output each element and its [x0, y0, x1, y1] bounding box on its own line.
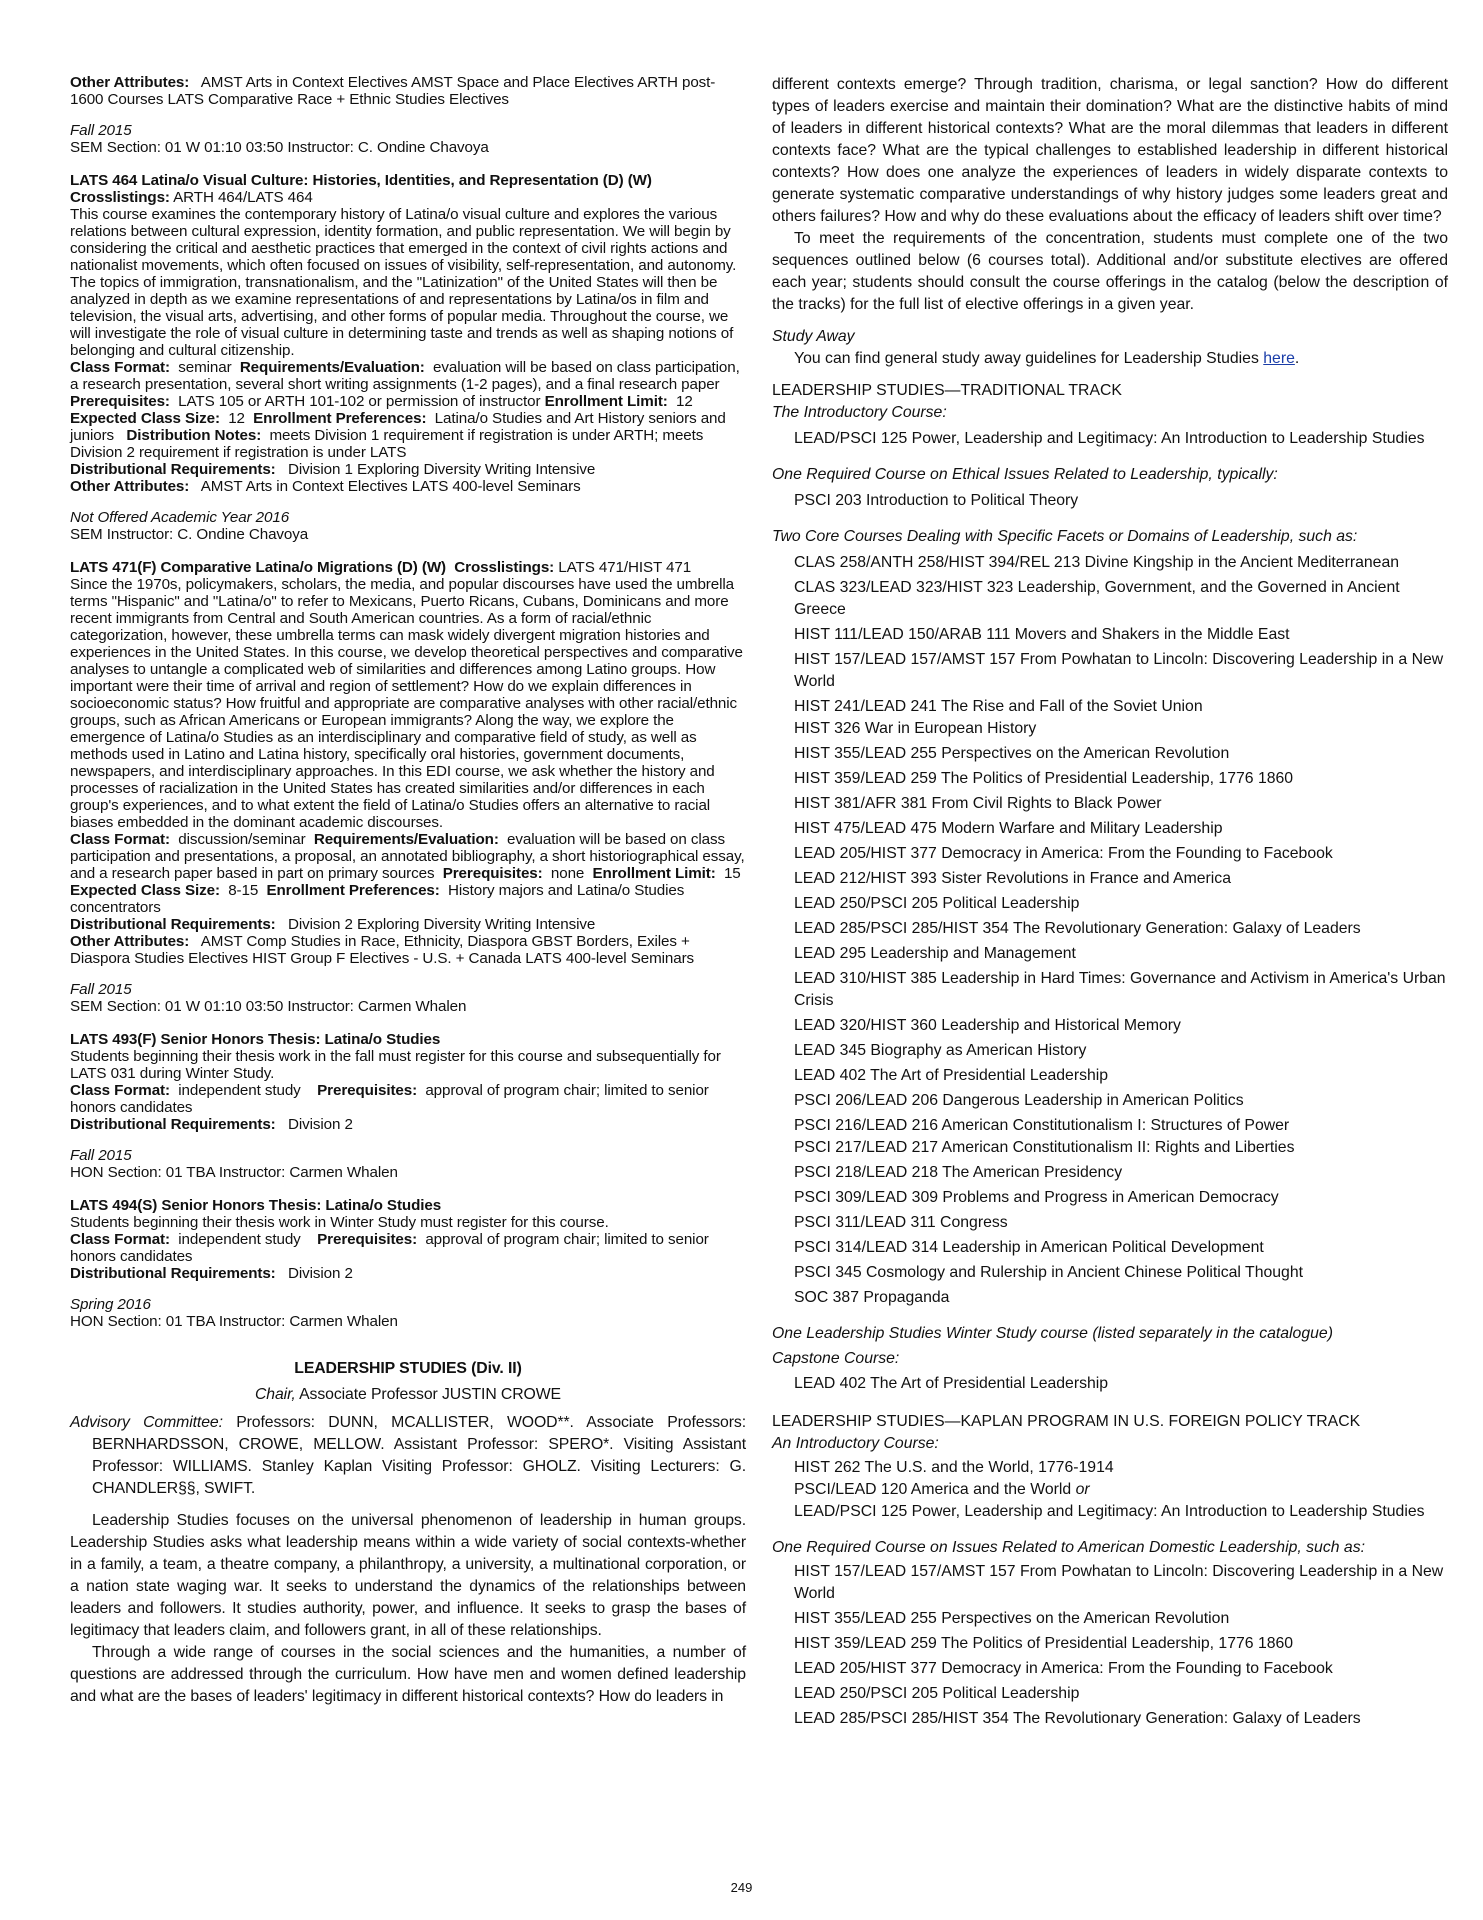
dist-label: Distributional Requirements: [70, 1265, 276, 1282]
list-item: HIST 381/AFR 381 From Civil Rights to Black Power [794, 795, 1162, 812]
list-item: LEAD 295 Leadership and Management [794, 945, 1076, 962]
list-item: PSCI 206/LEAD 206 Dangerous Leadership in American Politics [794, 1092, 1244, 1109]
list-item: CLAS 323/LEAD 323/HIST 323 Leadership, Government, and the Governed in Ancient Greece [794, 579, 1400, 618]
course-description: This course examines the contemporary history of Latina/o visual culture and explores the various relations between cultural expression, identity formation, and public representation. We will begin by considering the critical and aesthetic practices that emerged in the context of civil rights actions and nationalist movements, which often focused on issues of visibility, self-representation, and autonomy. The topics of immigration, transnationalism, and the "Latinization" of the United States will then be analyzed in depth as we examine representations of and representations by Latina/os in film and television, the visual arts, advertising, and other forms of popular media. Throughout the course, we will investigate the role of visual culture in determining taste and trends as well as shaping notions of belonging and cultural citizenship. [70, 206, 737, 359]
enrollment-limit: 12 [676, 393, 693, 410]
dist-label: Distributional Requirements: [70, 461, 276, 478]
list-item: PSCI 216/LEAD 216 American Constitutionalism I: Structures of Power [794, 1117, 1290, 1134]
distributional-requirements: Division 2 Exploring Diversity Writing Intensive [288, 916, 596, 933]
left-column [70, 74, 746, 1708]
right-column [772, 74, 1448, 1730]
term: Fall 2015 [70, 122, 132, 139]
crosslistings: ARTH 464/LATS 464 [173, 189, 313, 206]
enroll-label: Enrollment Limit: [544, 393, 668, 410]
list-item: HIST 262 The U.S. and the World, 1776-1914 [794, 1459, 1114, 1476]
distribution-notes: meets Division 1 requirement if registration is under ARTH; meets Division 2 requirement if registration is under LATS [70, 427, 704, 461]
list-item: HIST 355/LEAD 255 Perspectives on the American Revolution [794, 1610, 1230, 1627]
size-label: Expected Class Size: [70, 882, 220, 899]
attr-text: AMST Arts in Context Electives AMST Space and Place Electives ARTH post-1600 Courses LATS Comparative Race + Ethnic Studies Electives [70, 74, 716, 108]
dist-label: Distributional Requirements: [70, 916, 276, 933]
chair-label: Chair, [255, 1386, 296, 1403]
study-away-heading: Study Away [772, 328, 855, 345]
pref-label: Enrollment Preferences: [266, 882, 440, 899]
list-item: HIST 355/LEAD 255 Perspectives on the American Revolution [794, 745, 1230, 762]
list-item: LEAD 250/PSCI 205 Political Leadership [794, 895, 1080, 912]
list-item: LEAD 285/PSCI 285/HIST 354 The Revolutionary Generation: Galaxy of Leaders [794, 920, 1361, 937]
committee: Professors: DUNN, MCALLISTER, WOOD**. Associate Professors: BERNHARDSSON, CROWE, MELLOW. Assistant Professor: SPERO*. Visiting Assistant Professor: WILLIAMS. Stanley Kaplan Visiting Professor: GHOLZ. Visiting Lecturers: G. CHANDLER§§, SWIFT. [92, 1414, 746, 1497]
list-item: HIST 157/LEAD 157/AMST 157 From Powhatan to Lincoln: Discovering Leadership in a New World [794, 651, 1444, 690]
attr-label: Other Attributes: [70, 478, 190, 495]
ethics-label: One Required Course on Ethical Issues Related to Leadership, typically: [772, 466, 1278, 483]
list-item: HIST 326 War in European History [794, 720, 1037, 737]
course-lats-464 [70, 172, 746, 543]
course-title: LATS 471(F) Comparative Latina/o Migrations (D) (W) [70, 559, 447, 576]
list-item: LEAD 205/HIST 377 Democracy in America: From the Founding to Facebook [794, 1660, 1333, 1677]
class-format: independent study [178, 1231, 301, 1248]
study-away-text: You can find general study away guidelines for Leadership Studies [794, 350, 1264, 367]
course-description: Students beginning their thesis work in the fall must register for this course and subsequentially for LATS 031 during Winter Study. [70, 1048, 721, 1082]
list-item: LEAD 310/HIST 385 Leadership in Hard Times: Governance and Activism in America's Urban Crisis [794, 970, 1446, 1009]
cross-label: Crosslistings: [70, 189, 170, 206]
domestic-label: One Required Course on Issues Related to American Domestic Leadership, such as: [772, 1539, 1365, 1556]
enrollment-limit: 15 [723, 865, 741, 882]
list-item: HIST 157/LEAD 157/AMST 157 From Powhatan to Lincoln: Discovering Leadership in a New World [794, 1563, 1444, 1602]
enrollment-preferences: Latina/o Studies and Art History seniors and juniors [70, 410, 726, 444]
core-label: Two Core Courses Dealing with Specific Facets or Domains of Leadership, such as: [772, 528, 1358, 545]
section: HON Section: 01 TBA Instructor: Carmen Whalen [70, 1164, 398, 1181]
study-away-end: . [1294, 350, 1300, 367]
core-course-list [772, 552, 1448, 1309]
prerequisites: approval of program chair; limited to senior honors candidates [70, 1231, 709, 1265]
winter-study-label: One Leadership Studies Winter Study course (listed separately in the catalogue) [772, 1325, 1333, 1342]
class-format: independent study [178, 1082, 301, 1099]
course-title: LATS 494(S) Senior Honors Thesis: Latina/o Studies [70, 1197, 442, 1214]
list-item: CLAS 258/ANTH 258/HIST 394/REL 213 Divine Kingship in the Ancient Mediterranean [794, 554, 1400, 571]
chair: Associate Professor JUSTIN CROWE [299, 1386, 561, 1403]
term: Fall 2015 [70, 1147, 132, 1164]
term: Spring 2016 [70, 1296, 151, 1313]
list-item: LEAD 250/PSCI 205 Political Leadership [794, 1685, 1080, 1702]
course-lats-493 [70, 1031, 746, 1181]
format-label: Class Format: [70, 359, 170, 376]
prereq-label: Prerequisites: [317, 1231, 418, 1248]
size-label: Expected Class Size: [70, 410, 220, 427]
list-item: SOC 387 Propaganda [794, 1289, 950, 1306]
list-item: HIST 359/LEAD 259 The Politics of Presidential Leadership, 1776 1860 [794, 770, 1294, 787]
other-attributes: AMST Arts in Context Electives LATS 400-level Seminars [200, 478, 581, 495]
section: HON Section: 01 TBA Instructor: Carmen Whalen [70, 1313, 398, 1330]
list-item: HIST 241/LEAD 241 The Rise and Fall of the Soviet Union [794, 698, 1203, 715]
other-attributes: AMST Comp Studies in Race, Ethnicity, Diaspora GBST Borders, Exiles + Diaspora Studies Electives HIST Group F Electives - U.S. + Canada LATS 400-level Seminars [70, 933, 695, 967]
list-item: PSCI/LEAD 120 America and the World [794, 1481, 1072, 1498]
list-item: HIST 475/LEAD 475 Modern Warfare and Military Leadership [794, 820, 1223, 837]
intro-course-label: The Introductory Course: [772, 404, 947, 421]
study-away-link[interactable]: here [1263, 350, 1295, 367]
enroll-label: Enrollment Limit: [592, 865, 716, 882]
expected-size: 8-15 [228, 882, 259, 899]
list-item: HIST 111/LEAD 150/ARAB 111 Movers and Shakers in the Middle East [794, 626, 1290, 643]
list-item: PSCI 309/LEAD 309 Problems and Progress in American Democracy [794, 1189, 1279, 1206]
list-item: LEAD 285/PSCI 285/HIST 354 The Revolutionary Generation: Galaxy of Leaders [794, 1710, 1361, 1727]
intro-course: LEAD/PSCI 125 Power, Leadership and Legitimacy: An Introduction to Leadership Studies [794, 430, 1425, 447]
capstone-label: Capstone Course: [772, 1350, 900, 1367]
distributional-requirements: Division 2 [288, 1116, 353, 1133]
term: Fall 2015 [70, 981, 132, 998]
intro-paragraph-continued: different contexts emerge? Through tradition, charisma, or legal sanction? How do different types of leaders exercise and maintain their domination? What are the distinctive habits of mind of leaders in different historical contexts? What are the moral dilemmas that leaders in different contexts face? What are the typical challenges to established leadership in different historical contexts? How does one analyze the experiences of leaders in widely disparate contexts to generate systematic comparative understandings of why history judges some leaders great and others failures? How and why do these evaluations about the efficacy of leaders shift over time? [772, 76, 1448, 225]
kaplan-track-heading: LEADERSHIP STUDIES—KAPLAN PROGRAM IN U.S. FOREIGN POLICY TRACK [772, 1413, 1361, 1430]
previous-course-tail [70, 74, 746, 156]
section: SEM Section: 01 W 01:10 03:50 Instructor: C. Ondine Chavoya [70, 139, 489, 156]
section: SEM Section: 01 W 01:10 03:50 Instructor: Carmen Whalen [70, 998, 467, 1015]
committee-label: Advisory Committee: [70, 1414, 223, 1431]
kaplan-intro-list [772, 1457, 1448, 1523]
course-lats-494 [70, 1197, 746, 1330]
term: Not Offered Academic Year 2016 [70, 509, 290, 526]
section: SEM Instructor: C. Ondine Chavoya [70, 526, 309, 543]
leadership-intro [70, 1358, 746, 1708]
list-item: LEAD 205/HIST 377 Democracy in America: From the Founding to Facebook [794, 845, 1333, 862]
course-title: LATS 464 Latina/o Visual Culture: Histories, Identities, and Representation (D) (W) [70, 172, 652, 189]
list-item: PSCI 345 Cosmology and Rulership in Ancient Chinese Political Thought [794, 1264, 1304, 1281]
course-description: Since the 1970s, policymakers, scholars, the media, and popular discourses have used the umbrella terms "Hispanic" and "Latina/o" to refer to Mexicans, Puerto Ricans, Cubans, Dominicans and more recent immigrants from Central and South American countries. As a form of racial/ethnic categorization, however, these umbrella terms can mask widely divergent migration histories and experiences in the United States. In this course, we develop theoretical perspectives and comparative analyses to untangle a complicated web of similarities and differences among Latino groups. How important were their time of arrival and region of settlement? How do we explain differences in socioeconomic status? How fruitful and appropriate are comparative analyses with other racial/ethnic groups, such as African Americans or European immigrants? Along the way, we explore the emergence of Latina/o Studies as an interdisciplinary and comparative field of study, as well as methods used in Latino and Latina history, specifically oral histories, government documents, newspapers, and interdisciplinary approaches. In this EDI course, we ask whether the history and processes of racialization in the United States has created similarities and/or differences in each group's experiences, and to what extent the field of Latina/o Studies offers an alternative to racial biases embedded in the dominant academic discourses. [70, 576, 743, 831]
list-item: LEAD 320/HIST 360 Leadership and Historical Memory [794, 1017, 1181, 1034]
intro-paragraph-1: Leadership Studies focuses on the universal phenomenon of leadership in human groups. Leadership Studies asks what leadership means within a wide variety of social contexts-whether in a family, a team, a theatre company, a philanthropy, a university, a multinational corporation, or a nation state waging war. It seeks to understand the dynamics of the relationships between leaders and followers. It studies authority, power, and influence. It seeks to grasp the bases of legitimacy that leaders claim, and followers grant, in all of these relationships. [70, 1512, 746, 1639]
prereq-label: Prerequisites: [70, 393, 170, 410]
page-number: 249 [730, 1880, 753, 1895]
class-format: discussion/seminar [178, 831, 306, 848]
format-label: Class Format: [70, 1231, 170, 1248]
distributional-requirements: Division 1 Exploring Diversity Writing Intensive [288, 461, 596, 478]
dist-notes-label: Distribution Notes: [126, 427, 262, 444]
course-lats-471 [70, 559, 746, 1015]
attr-label: Other Attributes: [70, 933, 190, 950]
enrollment-preferences: History majors and Latina/o Studies concentrators [70, 882, 685, 916]
prerequisites: LATS 105 or ARTH 101-102 or permission of instructor [178, 393, 541, 410]
list-item: LEAD 345 Biography as American History [794, 1042, 1087, 1059]
prereq-label: Prerequisites: [442, 865, 543, 882]
attr-label: Other Attributes: [70, 74, 190, 91]
traditional-track-heading: LEADERSHIP STUDIES—TRADITIONAL TRACK [772, 382, 1122, 399]
dept-heading: LEADERSHIP STUDIES (Div. II) [294, 1360, 522, 1377]
prerequisites: approval of program chair; limited to senior honors candidates [70, 1082, 709, 1116]
format-label: Class Format: [70, 1082, 170, 1099]
prerequisites: none [550, 865, 585, 882]
or-word: or [1075, 1481, 1090, 1498]
ethics-course: PSCI 203 Introduction to Political Theory [794, 492, 1079, 509]
prereq-label: Prerequisites: [317, 1082, 418, 1099]
list-item: PSCI 311/LEAD 311 Congress [794, 1214, 1008, 1231]
req-label: Requirements/Evaluation: [239, 359, 425, 376]
expected-size: 12 [228, 410, 245, 427]
requirements-paragraph: To meet the requirements of the concentration, students must complete one of the two sequences outlined below (6 courses total). Additional and/or substitute electives are offered each year; students should consult the course offerings in the catalog (below the description of the tracks) for the full list of elective offerings in a given year. [772, 230, 1448, 313]
list-item: LEAD 402 The Art of Presidential Leadership [794, 1067, 1109, 1084]
capstone-course: LEAD 402 The Art of Presidential Leadership [794, 1375, 1109, 1392]
list-item: LEAD/PSCI 125 Power, Leadership and Legitimacy: An Introduction to Leadership Studies [794, 1503, 1425, 1520]
crosslistings: LATS 471/HIST 471 [558, 559, 692, 576]
course-description: Students beginning their thesis work in Winter Study must register for this course. [70, 1214, 609, 1231]
list-item: LEAD 212/HIST 393 Sister Revolutions in France and America [794, 870, 1231, 887]
dist-label: Distributional Requirements: [70, 1116, 276, 1133]
cross-label: Crosslistings: [454, 559, 555, 576]
format-label: Class Format: [70, 831, 170, 848]
list-item: PSCI 217/LEAD 217 American Constitutionalism II: Rights and Liberties [794, 1139, 1295, 1156]
domestic-course-list [772, 1561, 1448, 1730]
list-item: PSCI 314/LEAD 314 Leadership in American Political Development [794, 1239, 1264, 1256]
requirements: evaluation will be based on class participation, a research presentation, several short writing assignments (1-2 pages), and a final research paper [70, 359, 740, 393]
distributional-requirements: Division 2 [288, 1265, 353, 1282]
list-item: PSCI 218/LEAD 218 The American Presidency [794, 1164, 1123, 1181]
intro-paragraph-2: Through a wide range of courses in the social sciences and the humanities, a number of questions are addressed through the curriculum. How have men and women defined leadership and what are the bases of leaders' legitimacy in different historical contexts? How do leaders in [70, 1644, 746, 1705]
req-label: Requirements/Evaluation: [313, 831, 499, 848]
list-item: HIST 359/LEAD 259 The Politics of Presidential Leadership, 1776 1860 [794, 1635, 1294, 1652]
pref-label: Enrollment Preferences: [253, 410, 427, 427]
class-format: seminar [178, 359, 232, 376]
kaplan-intro-label: An Introductory Course: [772, 1435, 939, 1452]
course-title: LATS 493(F) Senior Honors Thesis: Latina/o Studies [70, 1031, 441, 1048]
requirements: evaluation will be based on class participation and presentations, a proposal, an annotated bibliography, a short historiographical essay, and a research paper based in part on primary sources [70, 831, 745, 882]
